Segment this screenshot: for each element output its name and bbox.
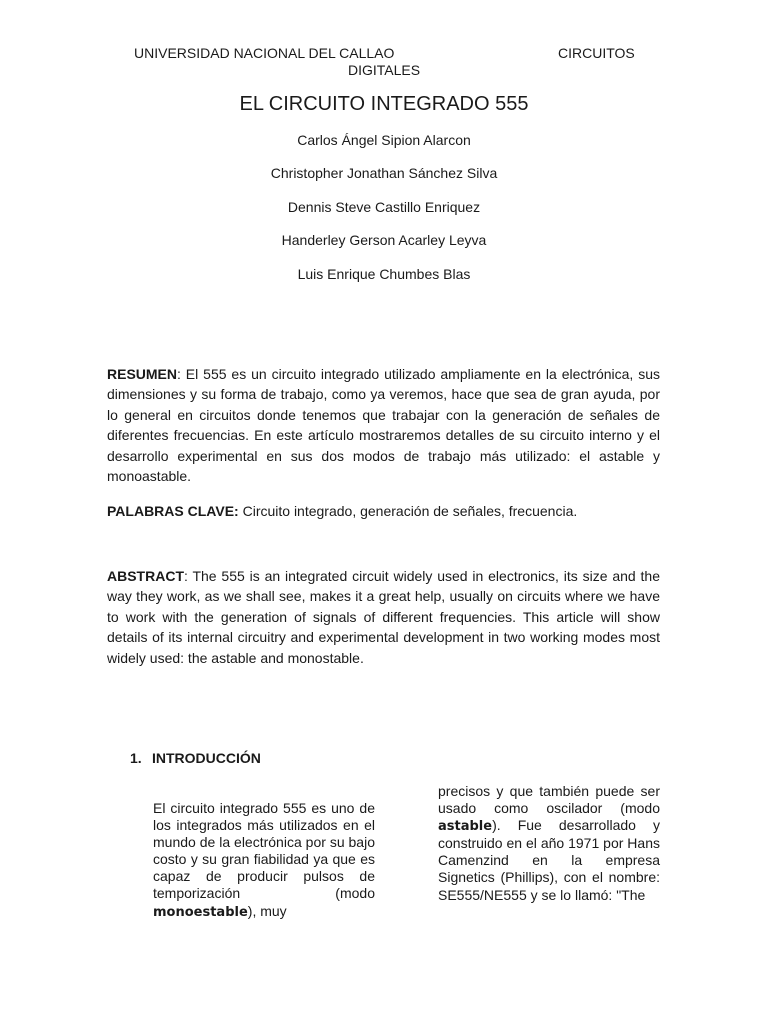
keywords-paragraph xyxy=(107,501,660,521)
keywords-label: PALABRAS CLAVE: xyxy=(107,503,239,519)
intro-left-bold: monoestable xyxy=(153,904,248,920)
section-heading xyxy=(130,748,261,768)
header-course-continued: DIGITALES xyxy=(348,62,421,78)
section-number: 1. xyxy=(130,750,142,766)
abstract-paragraph xyxy=(107,566,660,668)
keywords-text: Circuito integrado, generación de señales, frecuencia. xyxy=(238,503,578,519)
resumen-paragraph xyxy=(107,364,660,486)
author-name: Luis Enrique Chumbes Blas xyxy=(297,265,471,282)
abstract-label: ABSTRACT xyxy=(107,568,184,584)
intro-right-text-1: precisos y que también puede ser usado como oscilador (modo xyxy=(438,783,660,817)
header-university: UNIVERSIDAD NACIONAL DEL CALLAO xyxy=(134,45,395,61)
paper-title: EL CIRCUITO INTEGRADO 555 xyxy=(239,93,529,115)
resumen-text: : El 555 es un circuito integrado utilizado ampliamente en la electrónica, sus dimensiones y su forma de trabajo, como ya veremos, hace que sea de gran ayuda, por lo general en circuitos donde tenemos que trabajar con la generación de señales de diferentes frecuencias. En este artículo mostraremos detalles de su circuito interno y el desarrollo experimental en sus dos modos de trabajo más utilizado: el astable y monoastable. xyxy=(107,366,660,485)
intro-column-left xyxy=(153,800,375,921)
author-name: Dennis Steve Castillo Enriquez xyxy=(287,198,481,215)
author-list xyxy=(0,130,768,297)
intro-right-bold: astable xyxy=(438,819,493,835)
intro-left-text-1: El circuito integrado 555 es uno de los integrados más utilizados en el mundo de la electrónica por su bajo costo y su gran fiabilidad ya que es capaz de producir pulsos de temporización (modo xyxy=(153,800,375,902)
author-name: Handerley Gerson Acarley Leyva xyxy=(281,232,487,249)
abstract-text: : The 555 is an integrated circuit widely used in electronics, its size and the way they work, as we shall see, makes it a great help, usually on circuits where we have to work with the generation of signals of different frequencies. This article will show details of its internal circuitry and experimental development in two working modes most widely used: the astable and monostable. xyxy=(107,568,660,666)
intro-column-right xyxy=(438,783,660,904)
resumen-label: RESUMEN xyxy=(107,366,178,382)
section-title: INTRODUCCIÓN xyxy=(152,750,261,766)
author-name: Christopher Jonathan Sánchez Silva xyxy=(270,165,498,182)
intro-left-text-2: ), muy xyxy=(247,902,287,919)
intro-right-text-2: ). Fue desarrollado y construido en el año 1971 por Hans Camenzind en la empresa Signetics (Phillips), con el nombre: SE555/NE555 y se lo llamó: "The xyxy=(438,817,660,903)
author-name: Carlos Ángel Sipion Alarcon xyxy=(297,132,471,148)
header-course: CIRCUITOS xyxy=(558,45,635,61)
